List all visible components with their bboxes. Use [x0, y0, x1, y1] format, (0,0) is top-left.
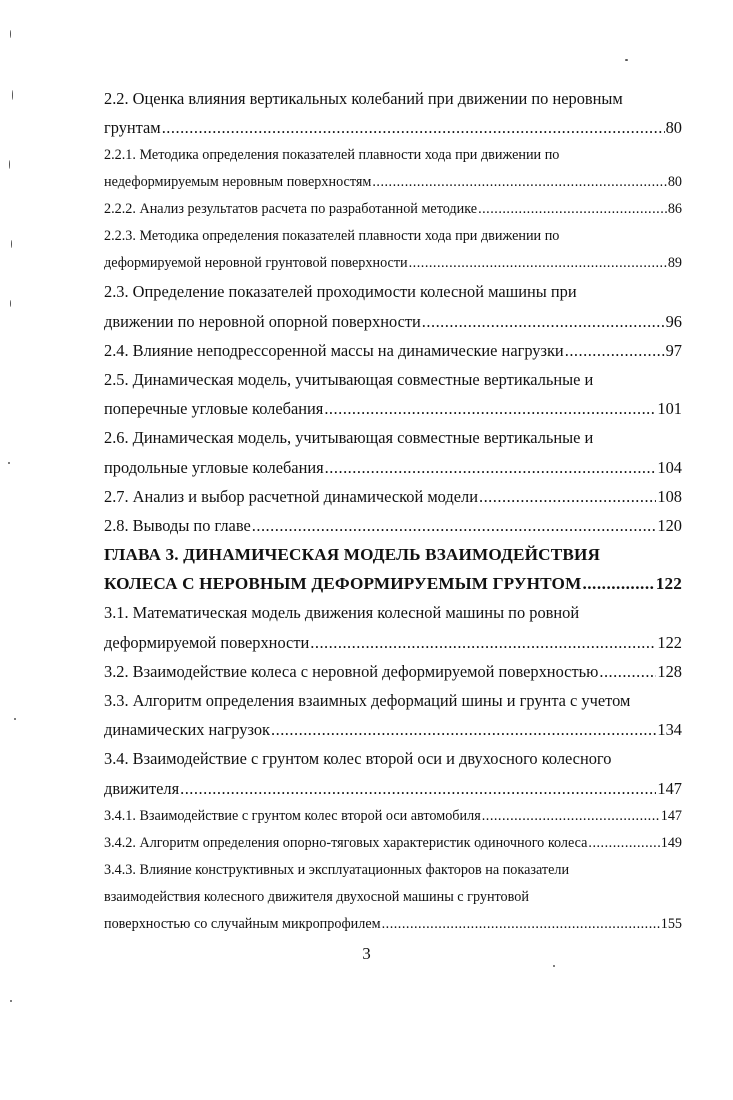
toc-page-number: 80 [667, 174, 682, 191]
toc-entry-title: 2.2.3. Методика определения показателей плавности хода при движении по [104, 228, 560, 245]
toc-page-number: 149 [660, 834, 682, 851]
toc-page-number: 96 [665, 311, 682, 331]
toc-entry-title-cont: деформируемой поверхности [104, 632, 310, 652]
toc-chapter-heading [104, 540, 682, 598]
toc-entry-title-cont: поверхностью со случайным микропрофилем [104, 915, 381, 932]
toc-page-number: 101 [657, 399, 682, 419]
toc-entry-title: 3.4.3. Влияние конструктивных и эксплуатационных факторов на показатели [104, 861, 570, 878]
toc-entry-title: 2.6. Динамическая модель, учитывающая совместные вертикальные и [104, 428, 594, 448]
toc-entry-title-cont: динамических нагрузок [104, 720, 271, 740]
dot-leader [565, 336, 665, 365]
page-number: 3 [362, 944, 371, 963]
dot-leader [582, 569, 654, 598]
toc-entry [104, 482, 682, 511]
toc-entry-title: 2.3. Определение показателей проходимости колесной машины при [104, 282, 577, 302]
scan-speck [10, 30, 11, 38]
toc-entry-title-cont: движителя [104, 778, 180, 798]
toc-entry-title-cont: поперечные угловые колебания [104, 399, 324, 419]
toc-entry-title: 2.7. Анализ и выбор расчетной динамической модели [104, 486, 478, 506]
toc-entry [104, 142, 682, 196]
dot-leader [599, 657, 656, 686]
toc-entry [104, 657, 682, 686]
toc-entry [104, 336, 682, 365]
dot-leader [271, 715, 656, 744]
toc-page-number: 147 [660, 807, 682, 824]
dot-leader [162, 113, 665, 142]
toc-entry [104, 857, 682, 938]
toc-page-number: 128 [657, 661, 682, 681]
dot-leader [479, 482, 656, 511]
scan-speck [8, 462, 10, 464]
toc-page-number: 108 [657, 486, 682, 506]
dot-leader [588, 830, 659, 857]
toc-entry [104, 511, 682, 540]
dot-leader [372, 169, 666, 196]
toc-entry [104, 803, 682, 830]
scan-speck [625, 59, 628, 61]
toc-entry-title: 3.4. Взаимодействие с грунтом колес второй оси и двухосного колесного [104, 749, 612, 769]
toc-entry [104, 223, 682, 277]
toc-entry-title: 2.4. Влияние неподрессоренной массы на динамические нагрузки [104, 340, 564, 360]
dot-leader [478, 196, 667, 223]
toc-page-number: 122 [657, 632, 682, 652]
toc-page-number: 155 [660, 915, 682, 932]
dot-leader [252, 511, 657, 540]
toc-page-number: 80 [665, 118, 682, 138]
scan-speck [10, 1000, 12, 1002]
toc-entry [104, 830, 682, 857]
dot-leader [422, 307, 665, 336]
toc-page-number: 86 [667, 201, 682, 218]
toc-entry-title: 2.2. Оценка влияния вертикальных колебаний при движении по неровным [104, 89, 623, 108]
toc-page-number: 104 [657, 457, 682, 477]
toc-entry-title: 3.2. Взаимодействие колеса с неровной деформируемой поверхностью [104, 661, 599, 681]
toc-entry-title: 3.4.2. Алгоритм определения опорно-тяговых характеристик одиночного колеса [104, 834, 588, 851]
toc-entry-title-cont: движении по неровной опорной поверхности [104, 311, 421, 331]
dot-leader [310, 628, 656, 657]
toc-entry-title: 2.5. Динамическая модель, учитывающая совместные вертикальные и [104, 369, 594, 389]
toc-entry-title: 2.8. Выводы по главе [104, 515, 251, 535]
toc-entry [104, 423, 682, 481]
toc-entry-title: 2.2.2. Анализ результатов расчета по разработанной методике [104, 201, 478, 218]
toc-entry-title-cont: взаимодействия колесного движителя двухосной машины с грунтовой [104, 888, 529, 905]
dot-leader [409, 250, 667, 277]
toc-entry-title: 3.3. Алгоритм определения взаимных деформаций шины и грунта с учетом [104, 691, 631, 710]
toc-entry [104, 277, 682, 335]
toc-page-number: 147 [657, 778, 682, 798]
scan-speck [14, 718, 16, 720]
toc-entry-title-cont: грунтам [104, 118, 161, 138]
toc-entry-title: 3.4.1. Взаимодействие с грунтом колес второй оси автомобиля [104, 807, 481, 824]
toc-page-number: 120 [657, 515, 682, 535]
scan-speck [11, 240, 12, 248]
toc-entry [104, 686, 682, 744]
scan-speck [10, 300, 11, 307]
toc-entry-title-cont: недеформируемым неровным поверхностям [104, 174, 372, 191]
scan-speck [553, 965, 555, 967]
scan-speck [12, 90, 13, 100]
toc-page-number: 122 [655, 574, 682, 594]
table-of-contents [104, 84, 682, 938]
dot-leader [325, 453, 657, 482]
dot-leader [180, 774, 656, 803]
scan-speck [9, 160, 10, 169]
dot-leader [382, 911, 660, 938]
dot-leader [482, 803, 660, 830]
toc-entry-title: 2.2.1. Методика определения показателей плавности хода при движении по [104, 147, 560, 164]
toc-entry [104, 84, 682, 142]
toc-page-number: 89 [667, 255, 682, 272]
toc-entry-title-cont: деформируемой неровной грунтовой поверхности [104, 255, 408, 272]
toc-entry-title: 3.1. Математическая модель движения колесной машины по ровной [104, 603, 580, 623]
toc-entry-title-cont: продольные угловые колебания [104, 457, 324, 477]
toc-page-number: 97 [665, 340, 682, 360]
toc-entry [104, 196, 682, 223]
toc-entry [104, 744, 682, 802]
dot-leader [324, 394, 656, 423]
chapter-title: ГЛАВА 3. ДИНАМИЧЕСКАЯ МОДЕЛЬ ВЗАИМОДЕЙСТВИЯ [104, 545, 601, 565]
toc-page-number: 134 [657, 720, 682, 740]
toc-entry [104, 598, 682, 656]
toc-entry [104, 365, 682, 423]
chapter-title-cont: КОЛЕСА С НЕРОВНЫМ ДЕФОРМИРУЕМЫМ ГРУНТОМ [104, 574, 582, 594]
